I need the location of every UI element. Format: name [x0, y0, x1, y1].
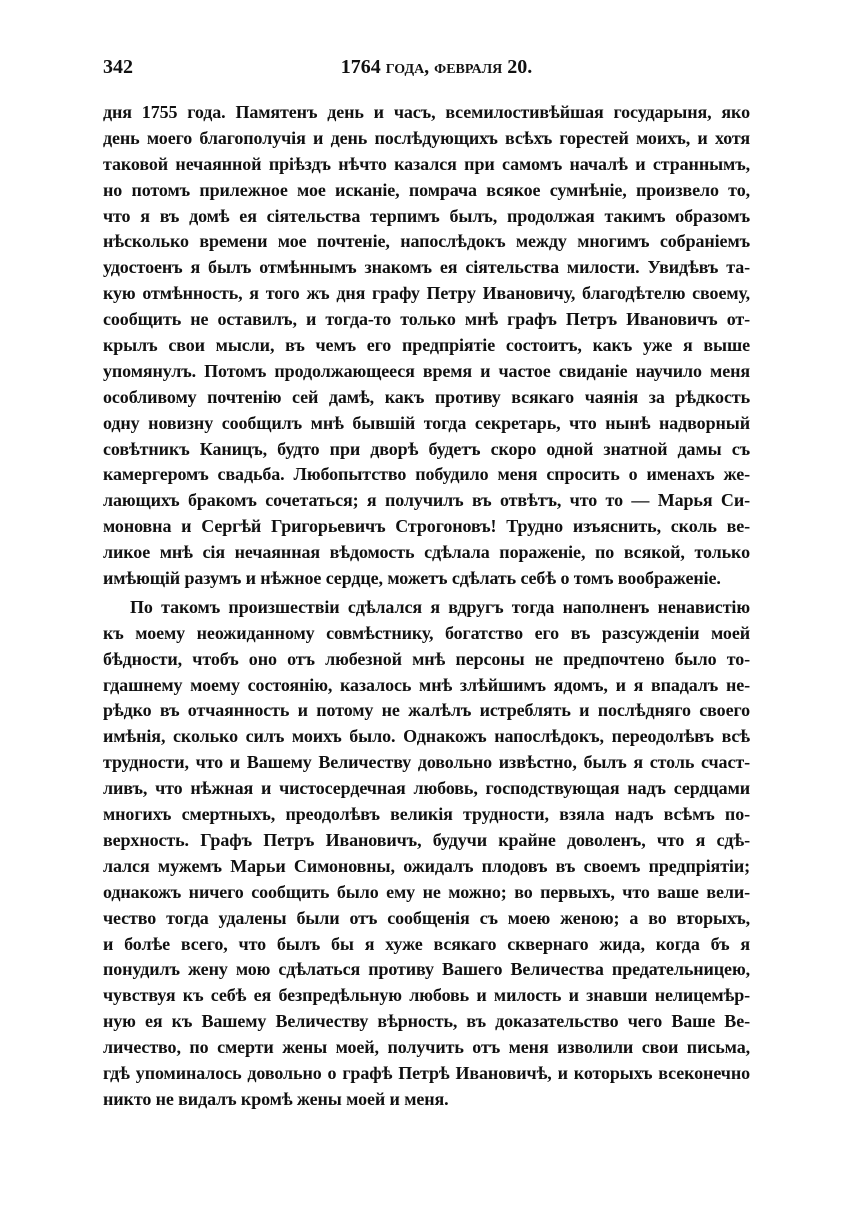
text-line: понудилъ жену мою сдѣлаться противу Вашего Величества предательницею, [103, 959, 750, 980]
text-line: таковой нечаянной пріѣздъ нѣчто казался при самомъ началѣ и страннымъ, [103, 153, 750, 174]
text-line: имѣющій разумъ и нѣжное сердце, можетъ сдѣлать себѣ о томъ воображеніе. [103, 568, 721, 589]
body-text [103, 100, 750, 1113]
page-number: 342 [103, 56, 133, 78]
text-line: лался мужемъ Марьи Симоновны, ожидалъ плодовъ въ своемъ предпріятіи; [103, 855, 750, 876]
text-line: совѣтникъ Каницъ, будто при дворѣ будетъ скоро одной знатной дамы съ [103, 438, 750, 459]
text-line: упомянулъ. Потомъ продолжающееся время и частое свиданіе научило меня [103, 360, 750, 381]
paragraph [103, 595, 750, 1113]
text-line: крылъ свои мысли, въ чемъ его предпріятіе состоитъ, какъ уже я выше [103, 335, 750, 356]
text-line: особливому почтенію сей дамѣ, какъ противу всякаго чаянія за рѣдкость [103, 386, 750, 407]
text-line: что я въ домѣ ея сіятельства терпимъ былъ, продолжая такимъ образомъ [103, 205, 750, 226]
text-line: кую отмѣнность, я того жъ дня графу Петру Ивановичу, благодѣтелю своему, [103, 283, 750, 304]
text-line: чество тогда удалены были отъ сообщенія съ моею женою; а во вторыхъ, [103, 907, 750, 928]
text-line: день моего благополучія и день послѣдующихъ всѣхъ горестей моихъ, и хотя [103, 127, 750, 148]
text-line: дня 1755 года. Памятенъ день и часъ, всемилостивѣйшая государыня, яко [103, 102, 750, 122]
text-line: гдѣ упоминалось довольно о графѣ Петрѣ Ивановичѣ, и которыхъ всеконечно [103, 1062, 750, 1083]
text-line: гдашнему моему состоянію, казалось мнѣ злѣйшимъ ядомъ, и я впадалъ не- [103, 674, 750, 695]
text-line: ликое мнѣ сія нечаянная вѣдомость сдѣлала пораженіе, по всякой, только [103, 542, 750, 563]
text-line: сообщить не оставилъ, и тогда-то только мнѣ графъ Петръ Ивановичъ от- [103, 309, 750, 330]
text-line: моновна и Сергѣй Григорьевичъ Строгоновъ! Трудно изъяснить, сколь ве- [103, 516, 750, 537]
text-line: къ моему неожиданному совмѣстнику, богатство его въ разсужденіи моей [103, 622, 750, 643]
page-header [103, 56, 750, 84]
running-head: 1764 года, февраля 20. [340, 56, 533, 78]
text-line: лающихъ бракомъ сочетаться; я получилъ въ отвѣтъ, что то — Марья Си- [103, 490, 750, 511]
text-line: ливъ, что нѣжная и чистосердечная любовь, господствующая надъ сердцами [103, 778, 750, 799]
text-line: однакожъ ничего сообщить было ему не можно; во первыхъ, что ваше вели- [103, 881, 750, 902]
text-line: и болѣе всего, что былъ бы я хуже всякаго сквернаго жида, когда бъ я [103, 933, 750, 954]
text-line: удостоенъ я былъ отмѣннымъ знакомъ ея сіятельства милости. Увидѣвъ та- [103, 257, 750, 278]
text-line: но потомъ прилежное мое исканіе, помрача всякое сумнѣніе, произвело то, [103, 179, 750, 200]
text-line: никто не видалъ кромѣ жены моей и меня. [103, 1088, 449, 1109]
text-line: трудности, что и Вашему Величеству довольно извѣстно, былъ я столь счаст- [103, 752, 750, 773]
text-line: бѣдности, чтобъ оно отъ любезной мнѣ персоны не предпочтено было то- [103, 648, 750, 669]
text-line: рѣдко въ отчаянность и потому не жалѣлъ истреблять и послѣдняго своего [103, 700, 750, 721]
text-line: ную ея къ Вашему Величеству вѣрность, въ доказательство чего Ваше Ве- [103, 1011, 750, 1032]
text-line: чувствуя къ себѣ ея безпредѣльную любовь и милость и знавши нелицемѣр- [103, 985, 750, 1006]
text-line: камергеромъ свадьба. Любопытство побудило меня спросить о именахъ же- [103, 464, 750, 485]
text-line: имѣнія, сколько силъ моихъ было. Однакожъ напослѣдокъ, переодолѣвъ всѣ [103, 726, 750, 747]
text-line: многихъ смертныхъ, преодолѣвъ великія трудности, взяла надъ всѣмъ по- [103, 804, 750, 825]
text-line: По такомъ произшествіи сдѣлался я вдругъ тогда наполненъ ненавистію [130, 596, 750, 617]
text-line: одну новизну сообщилъ мнѣ бывшій тогда секретарь, что нынѣ надворный [103, 412, 750, 433]
text-line: верхность. Графъ Петръ Ивановичъ, будучи крайне доволенъ, что я сдѣ- [103, 829, 750, 850]
paragraph [103, 100, 750, 592]
text-line: личество, по смерти жены моей, получить отъ меня изволили свои письма, [103, 1037, 750, 1058]
text-line: нѣсколько времени мое почтеніе, напослѣдокъ между многимъ собраніемъ [103, 231, 750, 252]
